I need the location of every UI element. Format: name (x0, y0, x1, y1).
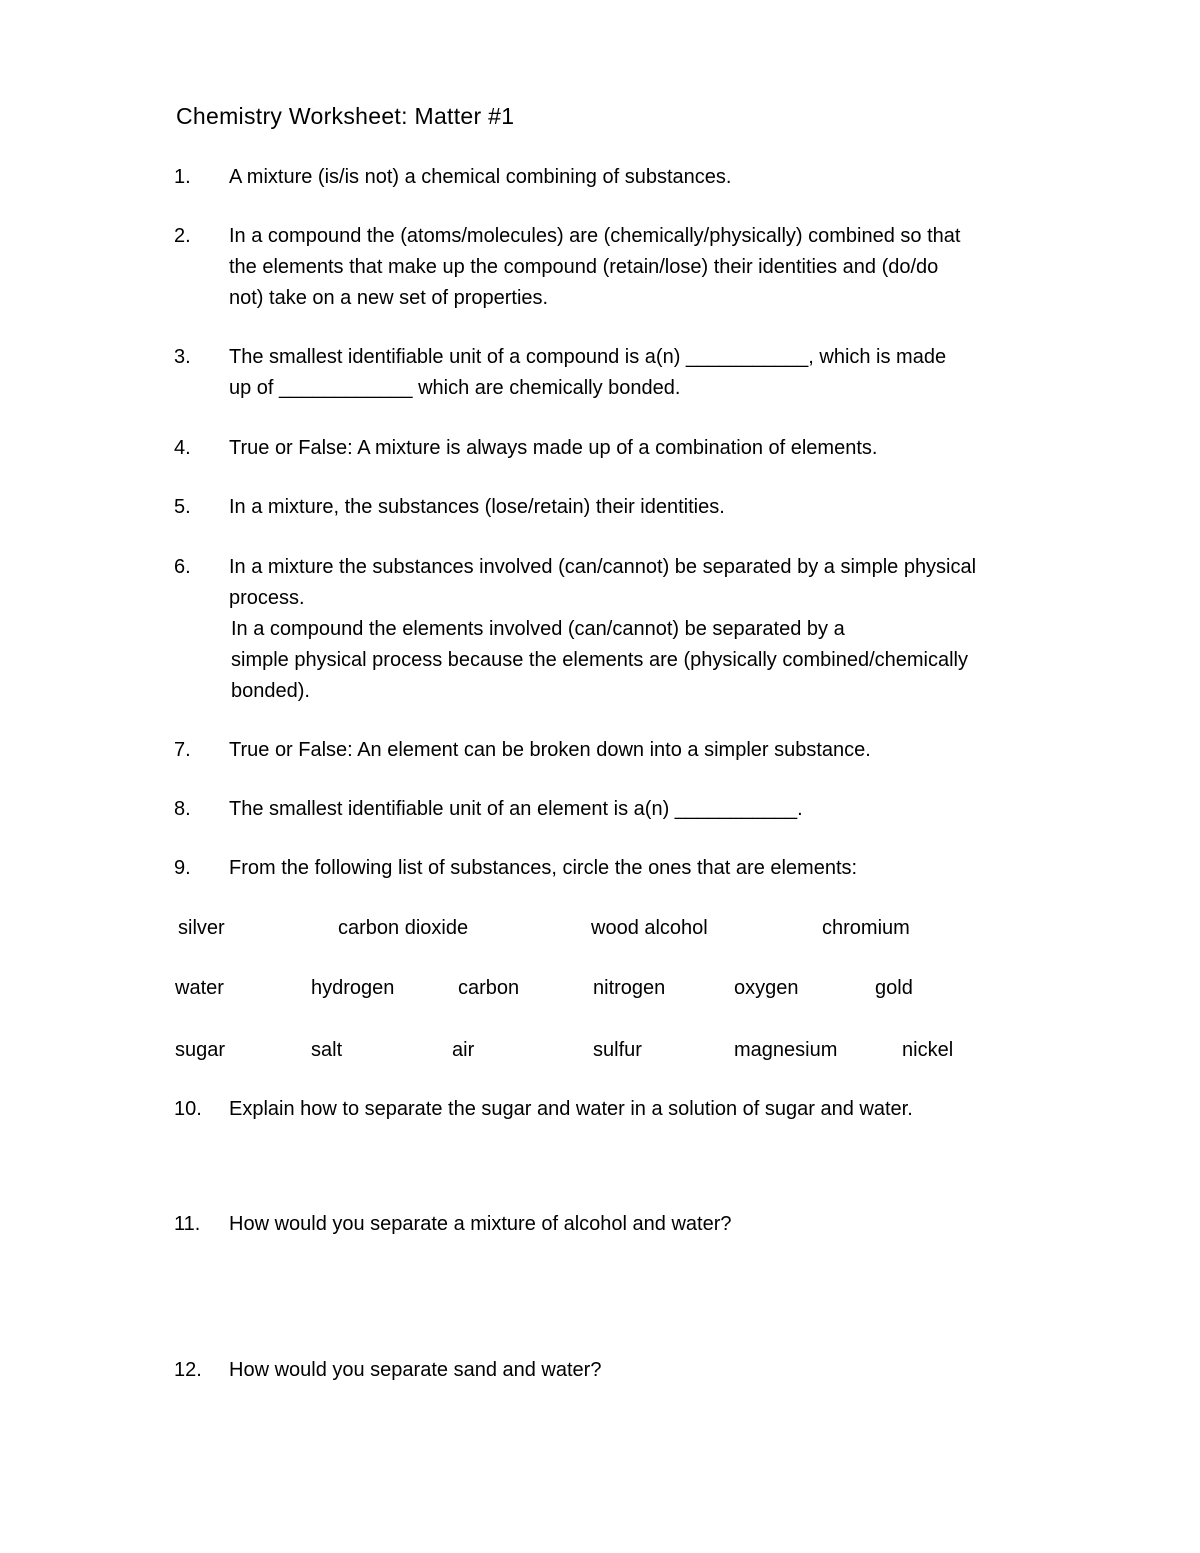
question-text: The smallest identifiable unit of an element is a(n) ___________. (229, 798, 803, 820)
question-text: the elements that make up the compound (retain/lose) their identities and (do/do (229, 256, 939, 278)
substance-item: oxygen (734, 977, 799, 999)
question-number: 11. (174, 1213, 201, 1235)
question-text: In a mixture, the substances (lose/retain) their identities. (229, 496, 725, 518)
question-11 (174, 1209, 1044, 1240)
question-text: process. (229, 587, 305, 609)
substance-item: nickel (902, 1039, 954, 1061)
question-text: How would you separate a mixture of alcohol and water? (229, 1213, 732, 1235)
substance-item: water (175, 977, 224, 999)
question-4 (174, 433, 1044, 464)
question-9 (174, 853, 1044, 884)
question-1 (174, 162, 1044, 193)
question-10 (174, 1094, 1044, 1125)
question-subtext: bonded). (231, 680, 310, 702)
question-number: 2. (174, 225, 191, 247)
substance-item: gold (875, 977, 913, 999)
question-number: 7. (174, 739, 191, 761)
question-2 (174, 221, 1044, 314)
question-number: 8. (174, 798, 191, 820)
question-text: In a mixture the substances involved (can/cannot) be separated by a simple physical (229, 556, 977, 578)
substance-item: silver (178, 917, 225, 939)
question-number: 12. (174, 1359, 202, 1381)
question-number: 4. (174, 437, 191, 459)
question-number: 3. (174, 346, 191, 368)
substance-item: nitrogen (593, 977, 666, 999)
question-number: 1. (174, 166, 191, 188)
substance-item: chromium (822, 917, 910, 939)
question-text: How would you separate sand and water? (229, 1359, 602, 1381)
question-5 (174, 492, 1044, 523)
question-text: Explain how to separate the sugar and water in a solution of sugar and water. (229, 1098, 913, 1120)
question-text: A mixture (is/is not) a chemical combining of substances. (229, 166, 732, 188)
question-text: True or False: A mixture is always made up of a combination of elements. (229, 437, 878, 459)
substance-item: salt (311, 1039, 343, 1061)
question-text: In a compound the (atoms/molecules) are (chemically/physically) combined so that (229, 225, 961, 247)
question-7 (174, 735, 1044, 766)
question-3 (174, 342, 1044, 404)
question-subtext: simple physical process because the elements are (physically combined/chemically (231, 649, 969, 671)
substance-item: sugar (175, 1039, 226, 1061)
substance-item: carbon dioxide (338, 917, 469, 939)
question-12 (174, 1355, 1044, 1386)
question-number: 6. (174, 556, 191, 578)
question-text: From the following list of substances, circle the ones that are elements: (229, 857, 858, 879)
question-text: The smallest identifiable unit of a compound is a(n) ___________, which is made (229, 346, 947, 368)
question-text: not) take on a new set of properties. (229, 287, 549, 309)
question-number: 10. (174, 1098, 202, 1120)
question-number: 5. (174, 496, 191, 518)
question-number: 9. (174, 857, 191, 879)
substance-item: wood alcohol (591, 917, 708, 939)
substance-item: carbon (458, 977, 520, 999)
substance-item: air (452, 1039, 475, 1061)
question-8 (174, 794, 1044, 825)
page-title: Chemistry Worksheet: Matter #1 (176, 103, 515, 129)
substance-item: magnesium (734, 1039, 838, 1061)
substance-item: sulfur (593, 1039, 642, 1061)
question-text: True or False: An element can be broken down into a simpler substance. (229, 739, 871, 761)
question-6 (174, 552, 1044, 707)
question-subtext: In a compound the elements involved (can/cannot) be separated by a (231, 618, 845, 640)
substance-item: hydrogen (311, 977, 395, 999)
question-text: up of ____________ which are chemically bonded. (229, 377, 681, 399)
